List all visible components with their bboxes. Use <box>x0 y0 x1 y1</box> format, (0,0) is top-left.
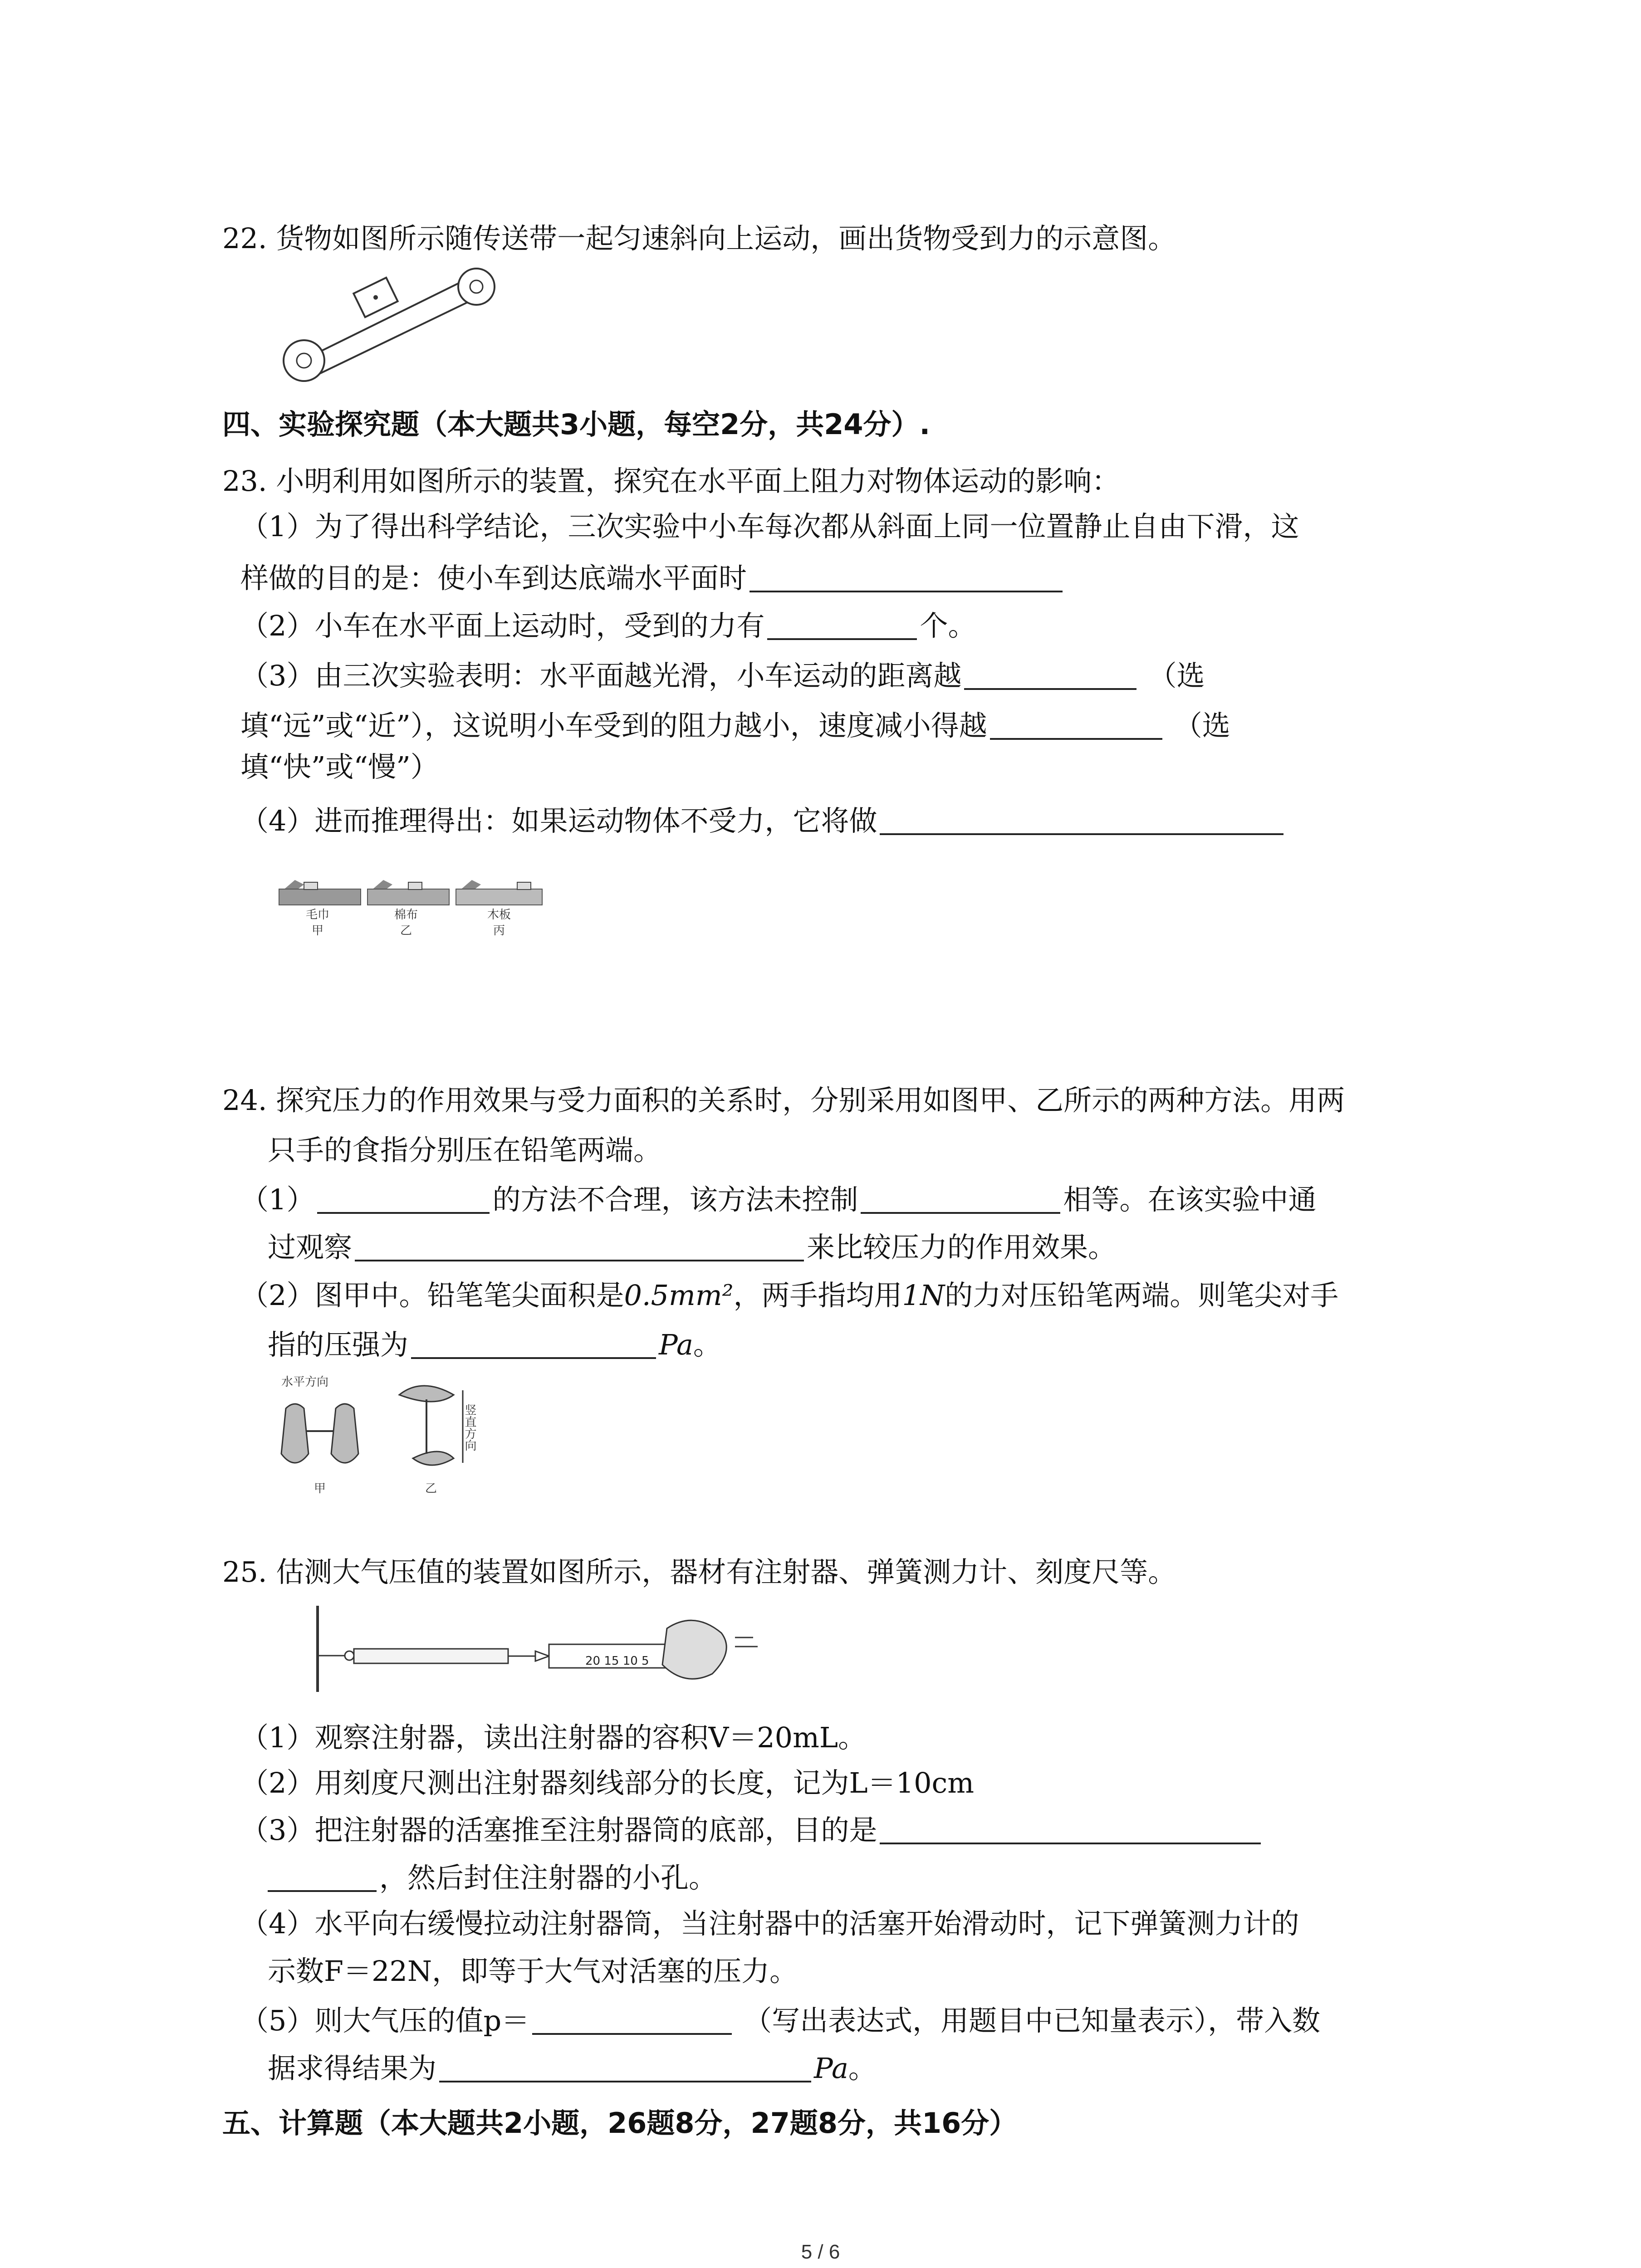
q24-stem-line2: 只手的食指分别压在铅笔两端。 <box>268 1134 662 1167</box>
q25-part1: （1）观察注射器，读出注射器的容积V＝20mL。 <box>240 1721 867 1754</box>
q24-part1-end: 来比较压力的作用效果。 <box>807 1231 1117 1264</box>
q25-blank-1[interactable] <box>880 1814 1261 1844</box>
q25-unit: Pa <box>814 2052 848 2085</box>
hand-fig-a-label: 甲 <box>314 1482 326 1496</box>
q24-blank-1[interactable] <box>317 1184 490 1214</box>
q25-blank-1-cont[interactable] <box>268 1862 377 1892</box>
q23-part1-line2 <box>240 562 1065 595</box>
q25-part3-text: （3）把注射器的活塞推至注射器筒的底部，目的是 <box>240 1813 877 1847</box>
q24-part2-text2: ，两手指均用 <box>733 1279 902 1312</box>
q23-part3-text2: 填“远”或“近”），这说明小车受到的阻力越小，速度减小得越 <box>240 709 987 742</box>
incline-towel <box>279 880 361 938</box>
q23-blank-1[interactable] <box>749 562 1063 592</box>
conveyor-belt-figure <box>277 259 513 386</box>
q24-part1-text: 的方法不合理，该方法未控制 <box>492 1183 858 1216</box>
q23-part1-text: 样做的目的是：使小车到达底端水平面时 <box>240 562 747 595</box>
hand-fig-b-label: 乙 <box>425 1482 437 1496</box>
q25-part5-text: （5）则大气压的值p＝ <box>240 2004 530 2037</box>
q25-blank-2[interactable] <box>532 2005 732 2035</box>
fig-b-label: 乙 <box>400 924 412 938</box>
q23-part3-line1 <box>240 660 1205 690</box>
q24-part2-line1 <box>240 1281 1338 1310</box>
syringe-figure <box>281 1601 771 1706</box>
q23-part4 <box>240 805 1286 835</box>
q24-blank-3[interactable] <box>355 1232 804 1261</box>
q23-blank-5[interactable] <box>880 805 1283 835</box>
q25-part5-text2: （写出表达式，用题目中已知量表示），带入数 <box>744 2004 1321 2037</box>
q24-unit: Pa <box>659 1328 693 1361</box>
q24-part2-text3: 的力对压铅笔两端。则笔尖对手 <box>945 1279 1339 1312</box>
q25-part3-line1 <box>240 1813 1264 1847</box>
q23-part3-choice2: （选 <box>1174 709 1230 742</box>
fig-c-label: 丙 <box>493 924 505 938</box>
q24-part1-observe: 过观察 <box>268 1231 353 1264</box>
fig-a-label: 甲 <box>311 924 324 938</box>
q23-stem: 23. 小明利用如图所示的装置，探究在水平面上阻力对物体运动的影响： <box>222 464 1120 498</box>
q23-part2 <box>240 610 976 640</box>
q25-part5-text3: 据求得结果为 <box>268 2052 437 2085</box>
q25-part4-line1: （4）水平向右缓慢拉动注射器筒，当注射器中的活塞开始滑动时，记下弹簧测力计的 <box>240 1907 1299 1940</box>
q23-part2-end: 个。 <box>920 609 976 642</box>
q24-part2-text4: 指的压强为 <box>268 1328 409 1361</box>
q25-blank-3[interactable] <box>439 2053 811 2082</box>
q24-stem-line1: 24. 探究压力的作用效果与受力面积的关系时，分别采用如图甲、乙所示的两种方法。用两 <box>222 1084 1345 1117</box>
q25-part5-line2 <box>268 2052 877 2085</box>
page-number: 5 / 6 <box>801 2241 840 2263</box>
q23-part4-text: （4）进而推理得出：如果运动物体不受力，它将做 <box>240 804 877 837</box>
q25-part3-end: ，然后封住注射器的小孔。 <box>379 1861 717 1894</box>
q25-part5-line1 <box>240 2005 1320 2035</box>
q25-part5-end: 。 <box>848 2052 877 2085</box>
q24-blank-2[interactable] <box>861 1184 1060 1214</box>
q24-part1-text2: 相等。在该实验中通 <box>1063 1183 1317 1216</box>
q24-part1-prefix: （1） <box>240 1183 315 1216</box>
q23-part2-text: （2）小车在水平面上运动时，受到的力有 <box>240 609 765 642</box>
vertical-label: 竖直方向 <box>463 1404 476 1451</box>
towel-label: 毛巾 <box>305 908 330 922</box>
incline-cotton <box>367 880 449 938</box>
incline-wood <box>456 880 542 938</box>
q25-part3-line2 <box>268 1862 717 1892</box>
q24-blank-4[interactable] <box>411 1329 656 1359</box>
cotton-label: 棉布 <box>394 908 418 922</box>
wood-label: 木板 <box>487 908 511 922</box>
horizontal-label: 水平方向 <box>281 1375 329 1389</box>
q25-part2: （2）用刻度尺测出注射器刻线部分的长度，记为L＝10cm <box>240 1766 975 1799</box>
q23-part3-text: （3）由三次实验表明：水平面越光滑，小车运动的距离越 <box>240 659 962 692</box>
q23-part3-line2 <box>240 710 1230 740</box>
q23-blank-3[interactable] <box>964 660 1136 690</box>
q24-force-value: 1N <box>902 1279 945 1312</box>
q23-part1-line1: （1）为了得出科学结论，三次实验中小车每次都从斜面上同一位置静止自由下滑，这 <box>240 510 1299 543</box>
q25-stem: 25. 估测大气压值的装置如图所示，器材有注射器、弹簧测力计、刻度尺等。 <box>222 1555 1176 1589</box>
q23-blank-4[interactable] <box>990 710 1162 740</box>
q24-part2-text: （2）图甲中。铅笔笔尖面积是 <box>240 1279 624 1312</box>
section5-title: 五、计算题（本大题共2小题，26题8分，27题8分，共16分） <box>222 2107 1018 2140</box>
q25-part4-line2: 示数F＝22N，即等于大气对活塞的压力。 <box>268 1955 798 1988</box>
syringe-scale: 20 15 10 5 <box>585 1654 649 1668</box>
incline-experiment-figure <box>277 862 549 943</box>
q23-part3-line3: 填“快”或“慢”） <box>240 750 439 783</box>
q24-part2-line2 <box>268 1329 721 1359</box>
q24-part1-line1 <box>240 1184 1316 1214</box>
q24-area-value: 0.5mm² <box>624 1279 734 1312</box>
q23-blank-2[interactable] <box>767 610 917 640</box>
section4-title: 四、实验探究题（本大题共3小题，每空2分，共24分）. <box>222 408 931 441</box>
q23-part3-choice: （选 <box>1148 659 1205 692</box>
q24-part1-line2 <box>268 1231 1117 1264</box>
q22-text: 22. 货物如图所示随传送带一起匀速斜向上运动，画出货物受到力的示意图。 <box>222 222 1176 255</box>
pencil-press-figure <box>277 1372 531 1499</box>
q24-part2-end: 。 <box>693 1328 721 1361</box>
